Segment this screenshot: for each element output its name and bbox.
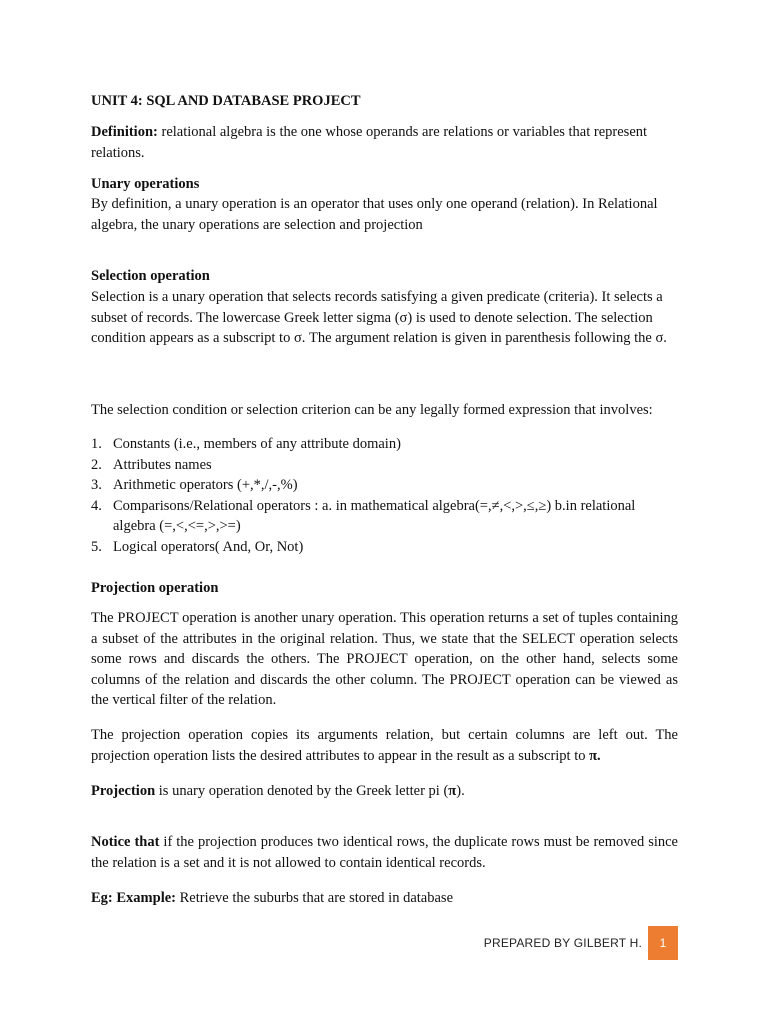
list-item: 1. Constants (i.e., members of any attribute domain) — [91, 436, 401, 452]
projection-label: Projection — [91, 783, 156, 799]
page-number-badge: 1 — [648, 926, 678, 960]
list-item: 2. Attributes names — [91, 456, 212, 473]
notice-label: Notice that — [91, 834, 160, 850]
selection-intro: The selection condition or selection criterion can be any legally formed expression that involves: — [91, 402, 653, 418]
projection-paragraph-1: The PROJECT operation is another unary operation. This operation returns a set of tuples containing a subset of the attributes in the original relation. Thus, we state that the SELECT operation selects some rows and discards the others. The PROJECT operation, on the other hand, selects some columns of the relation and discards the other column. The PROJECT operation can be viewed as the vertical filter of the relation. — [91, 610, 678, 708]
selection-heading: Selection operation — [91, 268, 210, 284]
list-item: 5. Logical operators( And, Or, Not) — [91, 538, 304, 555]
projection-paragraph-2: The projection operation copies its arguments relation, but certain columns are left out. The projection operation lists the desired attributes to appear in the result as a subscript to π. — [91, 727, 678, 764]
definition-paragraph — [91, 122, 678, 163]
pi-symbol: π. — [589, 747, 601, 764]
definition-label: Definition: — [91, 124, 158, 140]
unary-text: By definition, a unary operation is an operator that uses only one operand (relation). In Relational algebra, the unary operations are selection and projection — [91, 196, 658, 233]
selection-criteria-list — [91, 434, 678, 557]
definition-text: relational algebra is the one whose operands are relations or variables that represent relations. — [91, 124, 648, 161]
pi-symbol: π — [448, 783, 457, 799]
projection-definition: Projection is unary operation denoted by the Greek letter pi (π). — [91, 783, 465, 799]
list-item: 3. Arithmetic operators (+,*,/,-,%) — [91, 477, 298, 493]
unary-heading: Unary operations — [91, 176, 200, 192]
list-item: 4. Comparisons/Relational operators : a. in mathematical algebra(=,≠,<,>,≤,≥) b.in relational algebra (=,<,<=,>,>=) — [91, 497, 636, 534]
unit-title: UNIT 4: SQL AND DATABASE PROJECT — [91, 93, 361, 109]
example-paragraph: Eg: Example: Retrieve the suburbs that are stored in database — [91, 890, 453, 906]
footer-prepared-by: PREPARED BY GILBERT H. — [483, 936, 642, 950]
projection-heading: Projection operation — [91, 580, 219, 596]
notice-paragraph: Notice that if the projection produces two identical rows, the duplicate rows must be removed since the relation is a set and it is not allowed to contain identical records. — [91, 834, 678, 871]
example-label: Eg: Example: — [91, 890, 176, 906]
selection-text: Selection is a unary operation that selects records satisfying a given predicate (criteria). It selects a subset of records. The lowercase Greek letter sigma (σ) is used to denote selection. The selection condition appears as a subscript to σ. The argument relation is given in parenthesis following the σ. — [91, 289, 667, 346]
